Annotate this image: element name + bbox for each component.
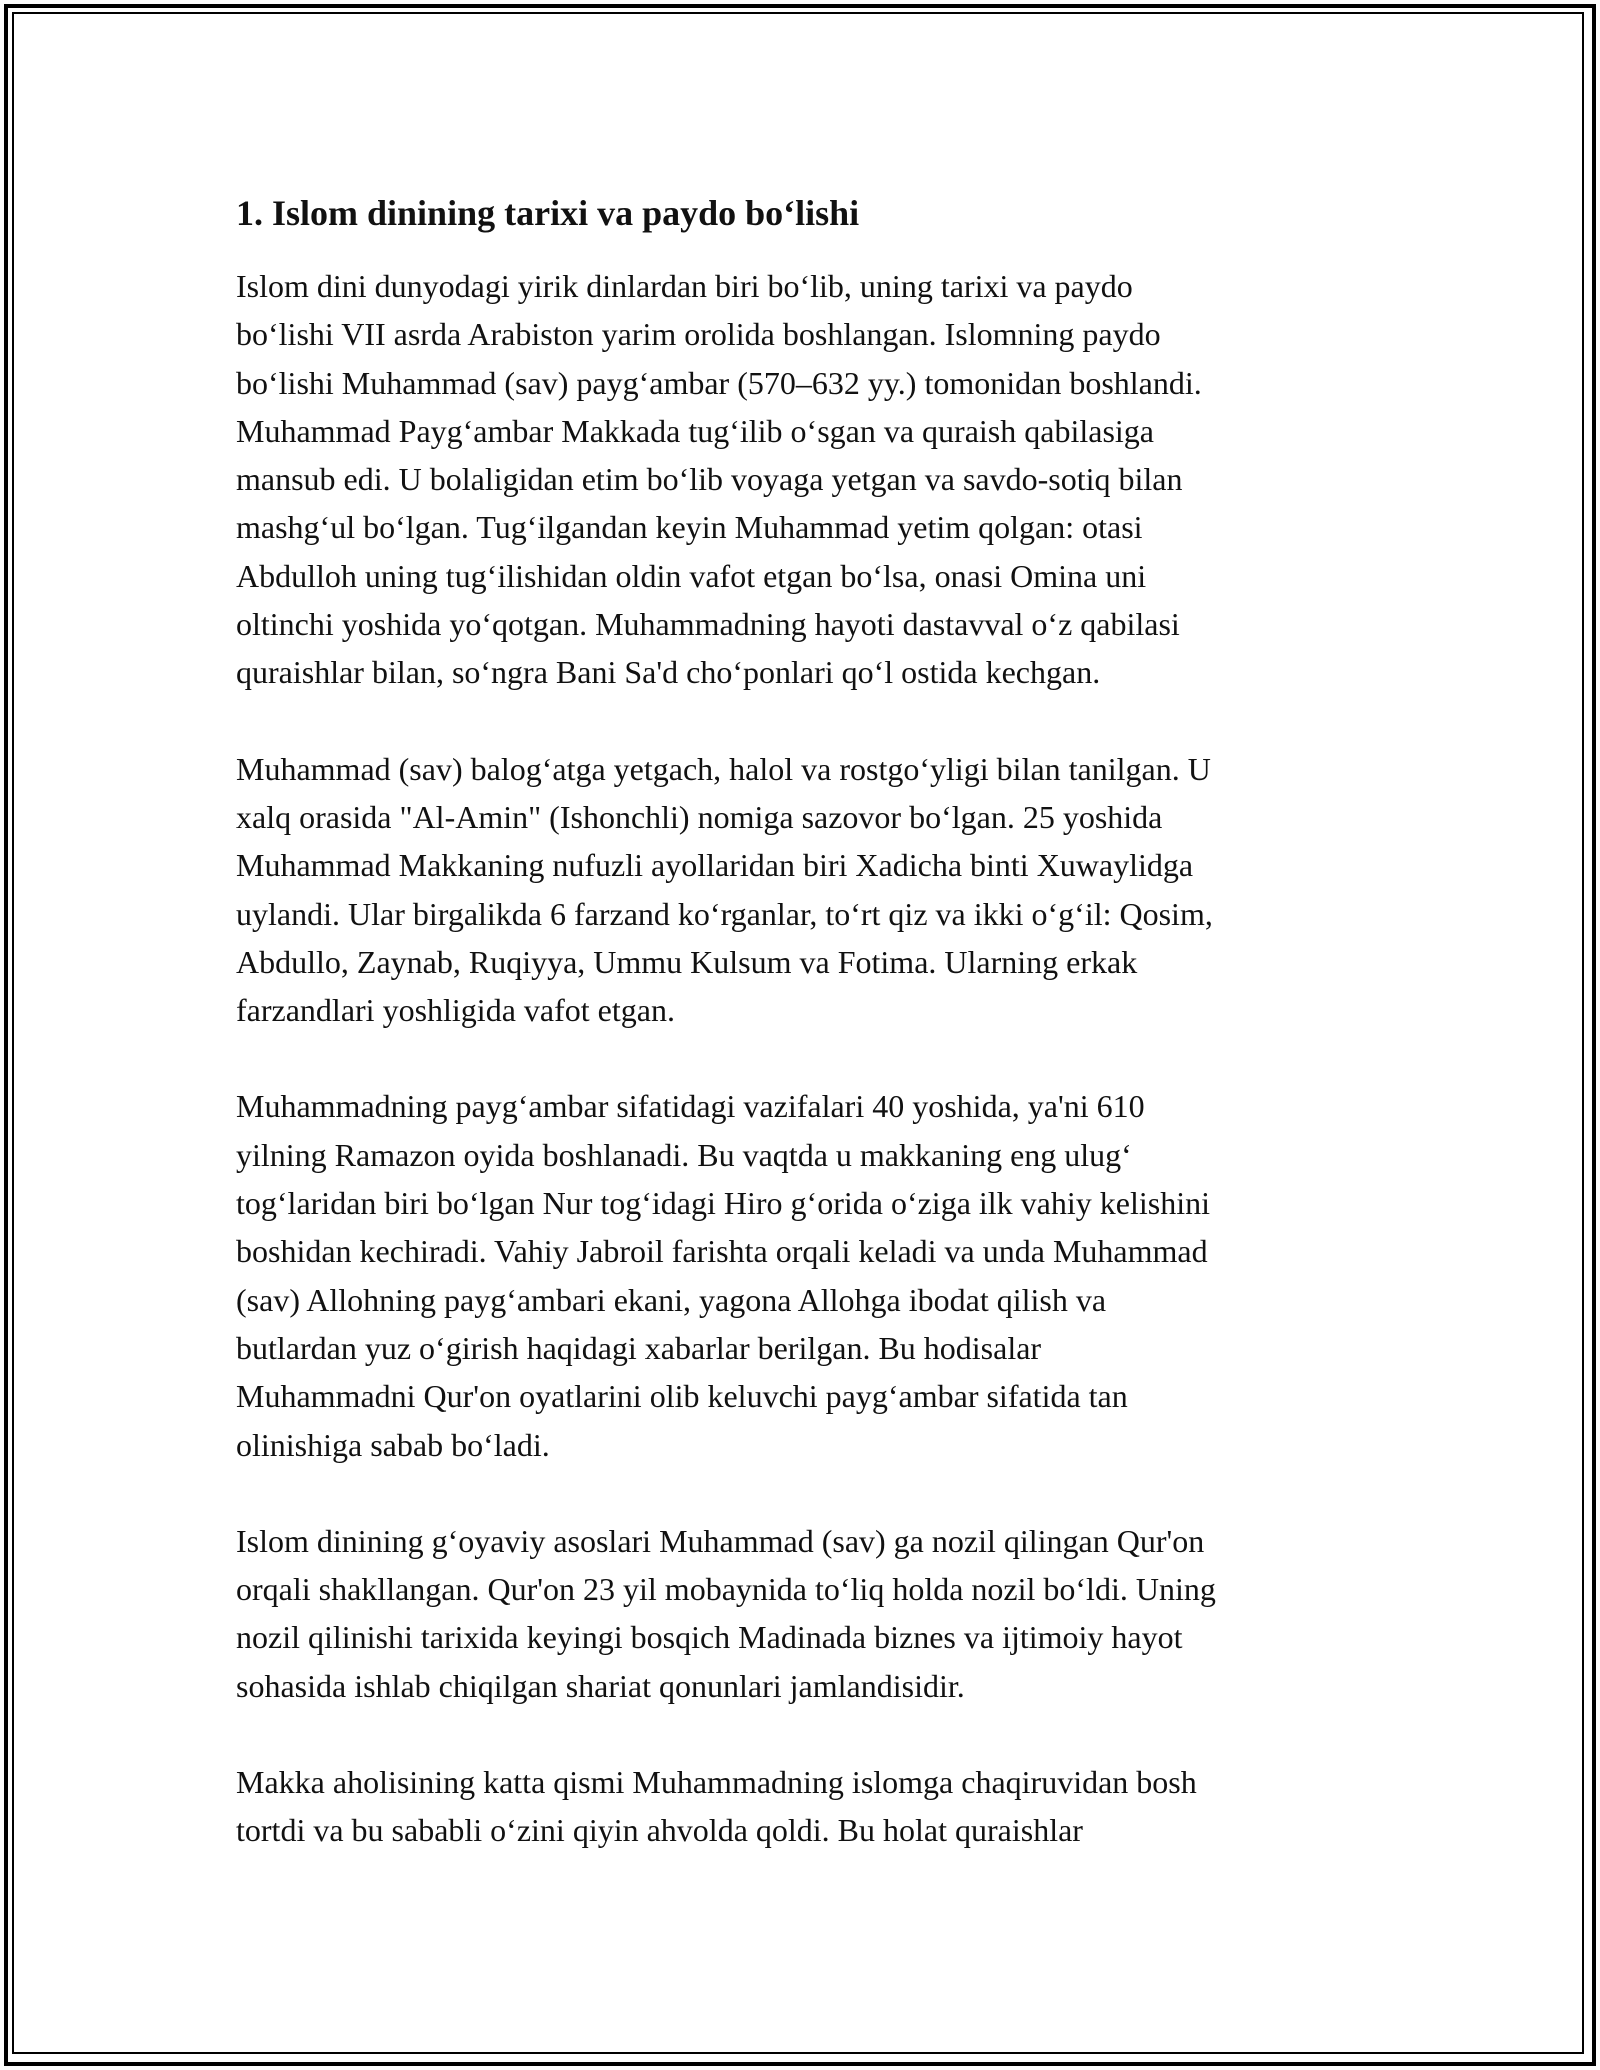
paragraph-line: butlardan yuz o‘girish haqidagi xabarlar berilgan. Bu hodisalar (236, 1329, 1042, 1366)
paragraph-line: Makka aholisining katta qismi Muhammadning islomga chaqiruvidan bosh (236, 1764, 1197, 1801)
paragraph-line: boshidan kechiradi. Vahiy Jabroil farishta orqali keladi va unda Muhammad (236, 1233, 1208, 1270)
paragraph-line: bo‘lishi Muhammad (sav) payg‘ambar (570–632 yy.) tomonidan boshlandi. (236, 364, 1202, 401)
paragraph-line: uylandi. Ular birgalikda 6 farzand ko‘rganlar, to‘rt qiz va ikki o‘g‘il: Qosim, (236, 895, 1213, 932)
paragraph (236, 1517, 1376, 1710)
paragraph-line: mansub edi. U bolaligidan etim bo‘lib voyaga yetgan va savdo-sotiq bilan (236, 461, 1183, 498)
paragraph-line: farzandlari yoshligida vafot etgan. (236, 992, 675, 1029)
paragraph-line: mashg‘ul bo‘lgan. Tug‘ilgandan keyin Muhammad yetim qolgan: otasi (236, 509, 1143, 546)
paragraph-line: oltinchi yoshida yo‘qotgan. Muhammadning hayoti dastavval o‘z qabilasi (236, 606, 1180, 643)
document-body (236, 188, 1376, 1903)
paragraph-line: orqali shakllangan. Qur'on 23 yil mobaynida to‘liq holda nozil bo‘ldi. Uning (236, 1571, 1216, 1608)
paragraph-line: yilning Ramazon oyida boshlanadi. Bu vaqtda u makkaning eng ulug‘ (236, 1136, 1132, 1173)
paragraph (236, 1758, 1376, 1855)
paragraph (236, 1082, 1376, 1468)
section-heading: 1. Islom dinining tarixi va paydo bo‘lishi (236, 193, 860, 233)
paragraph-line: Abdullo, Zaynab, Ruqiyya, Ummu Kulsum va Fotima. Ularning erkak (236, 943, 1138, 980)
paragraph-line: Abdulloh uning tug‘ilishidan oldin vafot etgan bo‘lsa, onasi Omina uni (236, 557, 1147, 594)
paragraph-line: xalq orasida "Al-Amin" (Ishonchli) nomiga sazovor bo‘lgan. 25 yoshida (236, 798, 1163, 835)
paragraph (236, 262, 1376, 697)
paragraph-line: tortdi va bu sababli o‘zini qiyin ahvolda qoldi. Bu holat quraishlar (236, 1812, 1083, 1849)
paragraph-line: Muhammad Makkaning nufuzli ayollaridan biri Xadicha binti Xuwaylidga (236, 847, 1194, 884)
paragraph-line: tog‘laridan biri bo‘lgan Nur tog‘idagi Hiro g‘orida o‘ziga ilk vahiy kelishini (236, 1185, 1210, 1222)
paragraph-line: quraishlar bilan, so‘ngra Bani Sa'd cho‘ponlari qo‘l ostida kechgan. (236, 654, 1101, 691)
paragraph-line: (sav) Allohning payg‘ambari ekani, yagona Allohga ibodat qilish va (236, 1281, 1107, 1318)
paragraphs-container (236, 262, 1376, 1855)
paragraph-line: nozil qilinishi tarixida keyingi bosqich Madinada biznes va ijtimoiy hayot (236, 1619, 1183, 1656)
paragraph-line: sohasida ishlab chiqilgan shariat qonunlari jamlandisidir. (236, 1667, 965, 1704)
paragraph-line: bo‘lishi VII asrda Arabiston yarim orolida boshlangan. Islomning paydo (236, 316, 1161, 353)
paragraph-line: Muhammadning payg‘ambar sifatidagi vazifalari 40 yoshida, ya'ni 610 (236, 1088, 1145, 1125)
paragraph-line: Islom dini dunyodagi yirik dinlardan biri bo‘lib, uning tarixi va paydo (236, 268, 1133, 304)
paragraph-line: Muhammadni Qur'on oyatlarini olib keluvchi payg‘ambar sifatida tan (236, 1378, 1128, 1415)
paragraph-line: Islom dinining g‘oyaviy asoslari Muhammad (sav) ga nozil qilingan Qur'on (236, 1522, 1205, 1559)
paragraph-line: olinishiga sabab bo‘ladi. (236, 1426, 550, 1463)
paragraph (236, 745, 1376, 1035)
paragraph-line: Muhammad Payg‘ambar Makkada tug‘ilib o‘sgan va quraish qabilasiga (236, 412, 1154, 449)
paragraph-line: Muhammad (sav) balog‘atga yetgach, halol va rostgo‘yligi bilan tanilgan. U (236, 750, 1211, 787)
